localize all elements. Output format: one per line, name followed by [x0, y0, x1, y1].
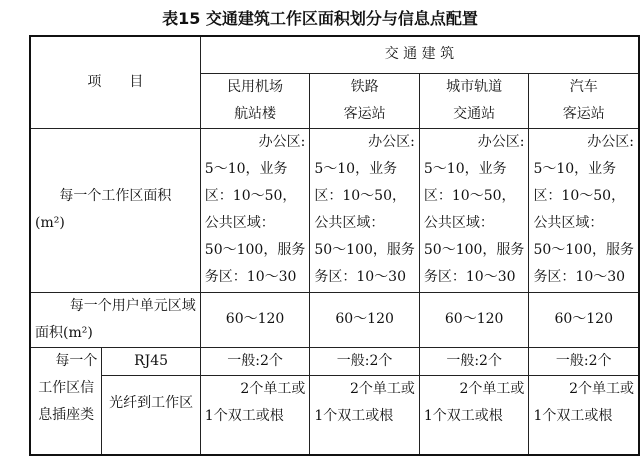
area-bus [529, 128, 639, 292]
rj45-label: RJ45 [102, 347, 200, 375]
unit-airport: 60～120 [200, 292, 310, 347]
cell-line: 50～100，服务 [204, 242, 306, 258]
fiber-airport [200, 375, 310, 455]
cell-line: 面积(m²) [35, 324, 93, 341]
col-bus [529, 73, 639, 128]
cell-line: 2个单工或 [240, 380, 306, 397]
unit-railway: 60～120 [310, 292, 420, 347]
fiber-metro [419, 375, 529, 455]
cell-line: 1个双工或根 [533, 407, 613, 424]
cell-line: 务区：10～30 [204, 269, 297, 285]
cell-line: 办公区: [368, 134, 415, 150]
cell-line: 交通站 [453, 105, 496, 122]
col-metro [419, 73, 529, 128]
area-metro [419, 128, 529, 292]
cell-line: 客运站 [343, 105, 386, 122]
cell-line: 汽车 [569, 78, 598, 95]
cell-line: 1个双工或根 [423, 407, 503, 424]
cell-line: 客运站 [562, 105, 605, 122]
cell-line: 公共区域： [314, 215, 385, 231]
cell-line: 50～100，服务 [423, 242, 525, 258]
cell-line: 每一个 [55, 352, 98, 369]
info-label [30, 347, 102, 455]
cell-line: 5～10，业务 [204, 161, 288, 177]
cell-line: 铁路 [350, 78, 379, 95]
cell-line: 息插座类 [38, 406, 95, 423]
cell-line: 公共区域： [423, 215, 494, 231]
col-airport [200, 73, 310, 128]
cell-line: 区：10～50， [204, 188, 297, 204]
fiber-railway [310, 375, 420, 455]
cell-line: 5～10，业务 [314, 161, 398, 177]
header-group: 交 通 建 筑 [200, 36, 639, 73]
area-label [30, 128, 200, 292]
header-item: 项 目 [30, 36, 200, 128]
rj45-bus: 一般:2个 [529, 347, 639, 375]
config-table [29, 35, 640, 456]
cell-line: 务区：10～30 [533, 269, 626, 285]
col-railway [310, 73, 420, 128]
rj45-metro: 一般:2个 [419, 347, 529, 375]
cell-line: 5～10，业务 [423, 161, 507, 177]
cell-line: 城市轨道 [446, 78, 503, 95]
table-title: 表15 交通建筑工作区面积划分与信息点配置 [162, 9, 478, 28]
cell-line: 5～10，业务 [533, 161, 617, 177]
cell-line: 每一个用户单元区域 [69, 297, 196, 314]
cell-line: 50～100，服务 [533, 242, 634, 258]
cell-line: 公共区域： [204, 215, 275, 231]
cell-line: 区：10～50， [533, 188, 626, 204]
cell-line: 航站楼 [234, 105, 277, 122]
fiber-label: 光纤到工作区 [102, 375, 200, 455]
cell-line: 工作区信 [38, 379, 95, 396]
cell-line: 公共区域： [533, 215, 604, 231]
cell-line: 民用机场 [227, 78, 284, 95]
unit-label [30, 292, 200, 347]
unit-bus: 60～120 [529, 292, 639, 347]
cell-line: 务区：10～30 [423, 269, 516, 285]
cell-line: 区：10～50， [314, 188, 406, 204]
cell-line: 50～100，服务 [314, 242, 415, 258]
cell-line: 办公区: [587, 134, 634, 150]
cell-line: 区：10～50， [423, 188, 516, 204]
cell-line: 1个双工或根 [314, 407, 394, 424]
rj45-airport: 一般:2个 [200, 347, 310, 375]
fiber-bus [529, 375, 639, 455]
unit-metro: 60～120 [419, 292, 529, 347]
cell-line: 2个单工或 [569, 380, 634, 397]
cell-line: 办公区: [477, 134, 525, 150]
cell-line: (m²) [35, 215, 65, 231]
cell-line: 办公区: [258, 134, 306, 150]
cell-line: 2个单工或 [349, 380, 415, 397]
cell-line: 每一个工作区面积 [59, 188, 172, 204]
area-airport [200, 128, 310, 292]
cell-line: 务区：10～30 [314, 269, 406, 285]
rj45-railway: 一般:2个 [310, 347, 420, 375]
cell-line: 2个单工或 [459, 380, 525, 397]
cell-line: 1个双工或根 [204, 407, 284, 424]
area-railway [310, 128, 420, 292]
